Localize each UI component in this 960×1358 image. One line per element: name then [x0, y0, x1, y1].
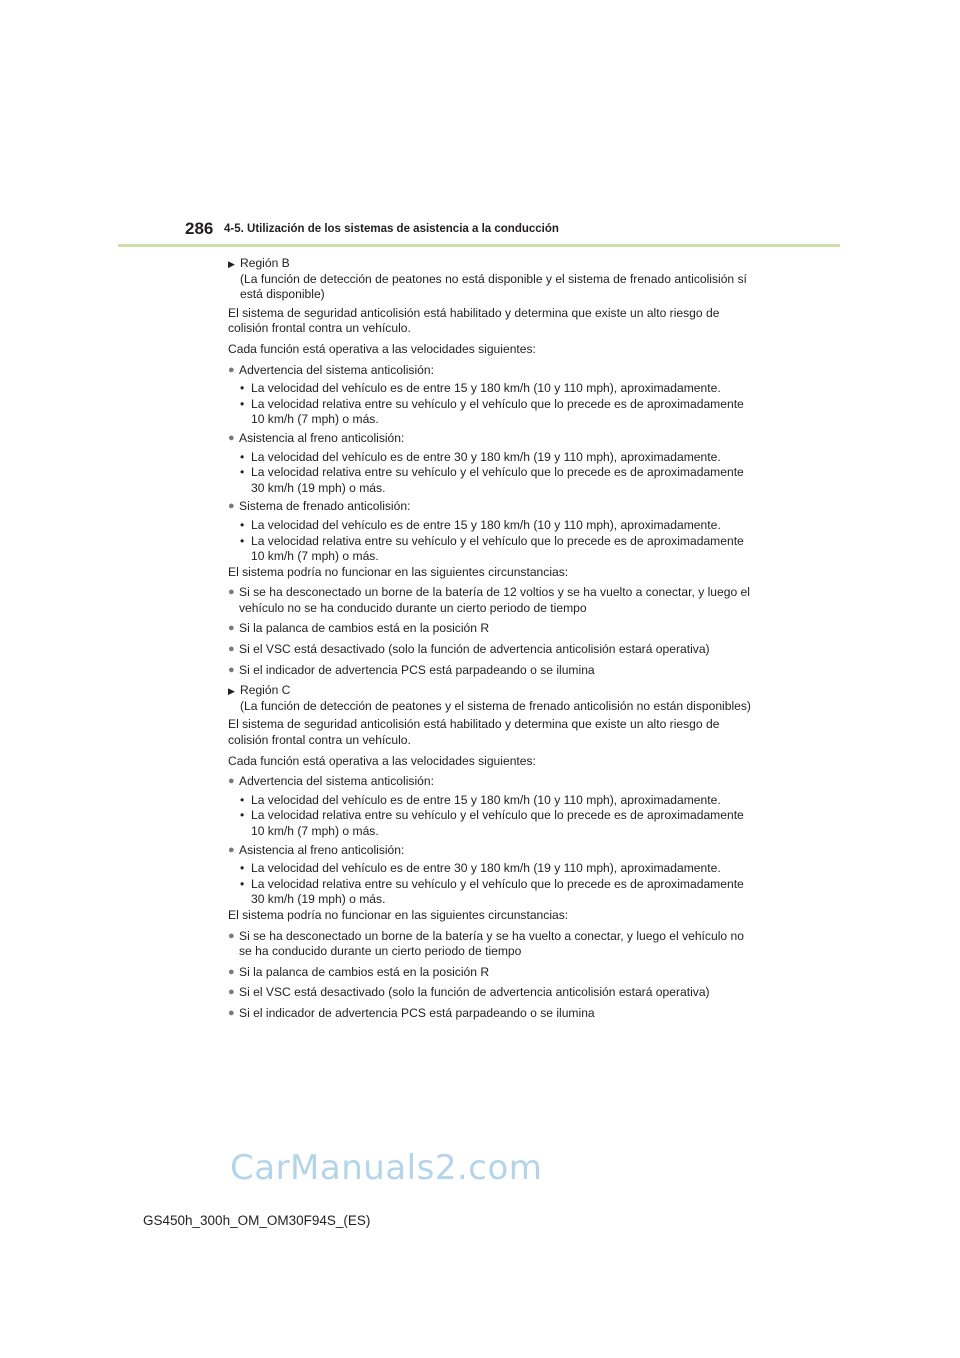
- document-code: GS450h_300h_OM_OM30F94S_(ES): [143, 1213, 371, 1228]
- dot-mark: •: [240, 792, 245, 807]
- triangle-bullet-icon: ▶: [228, 259, 235, 269]
- page-header: [118, 214, 840, 248]
- dot-mark: •: [240, 465, 245, 480]
- condition-text: La velocidad relativa entre su vehículo y el vehículo que lo precede es de aproximadamente 10 km/h (7 mph) o más.: [251, 396, 744, 427]
- bullet-dot-icon: ●: [228, 986, 235, 999]
- function-name: Asistencia al freno anticolisión:: [239, 430, 405, 445]
- bullet-dot-icon: ●: [228, 1006, 235, 1019]
- bullet-dot-icon: ●: [228, 586, 235, 599]
- function-item: [228, 843, 752, 859]
- section-title: 4-5. Utilización de los sistemas de asistencia a la conducción: [224, 223, 559, 235]
- function-name: Advertencia del sistema anticolisión:: [239, 774, 434, 789]
- paragraph: El sistema de seguridad anticolisión está habilitado y determina que existe un alto riesgo de colisión frontal contra un vehículo.: [228, 717, 720, 748]
- dot-mark: •: [240, 808, 245, 823]
- paragraph: El sistema podría no funcionar en las siguientes circunstancias:: [228, 907, 569, 922]
- condition-item: [228, 808, 752, 839]
- bullet-dot-icon: ●: [228, 843, 235, 856]
- circumstance-item: [228, 663, 752, 679]
- circumstance-item: [228, 965, 752, 981]
- dot-mark: •: [240, 533, 245, 548]
- region-note: (La función de detección de peatones no está disponible y el sistema de frenado anticolisión sí está disponible): [240, 271, 747, 302]
- condition-text: La velocidad relativa entre su vehículo y el vehículo que lo precede es de aproximadamente 30 km/h (19 mph) o más.: [251, 876, 744, 907]
- condition-text: La velocidad relativa entre su vehículo y el vehículo que lo precede es de aproximadamente 30 km/h (19 mph) o más.: [251, 465, 744, 495]
- condition-text: La velocidad del vehículo es de entre 15 y 180 km/h (10 y 110 mph), aproximadamente.: [251, 517, 721, 532]
- bullet-dot-icon: ●: [228, 965, 235, 978]
- bullet-dot-icon: ●: [228, 431, 235, 444]
- function-name: Advertencia del sistema anticolisión:: [239, 362, 434, 377]
- condition-item: [228, 534, 752, 565]
- condition-text: La velocidad del vehículo es de entre 30 y 180 km/h (19 y 110 mph), aproximadamente.: [251, 861, 721, 876]
- paragraph: El sistema podría no funcionar en las siguientes circunstancias:: [228, 564, 569, 579]
- circumstance-text: Si el VSC está desactivado (solo la función de advertencia anticolisión estará operativa): [239, 985, 710, 1000]
- function-item: [228, 499, 752, 515]
- dot-mark: •: [240, 517, 245, 532]
- circumstance-text: Si se ha desconectado un borne de la batería de 12 voltios y se ha vuelto a conectar, y luego el vehículo no se ha conducido durante un cierto periodo de tiempo: [239, 585, 750, 615]
- circumstance-item: [228, 1006, 752, 1022]
- speed-conditions: [228, 381, 752, 428]
- circumstance-text: Si la palanca de cambios está en la posición R: [239, 621, 490, 636]
- dot-mark: •: [240, 381, 245, 396]
- condition-item: [228, 861, 752, 877]
- circumstance-text: Si la palanca de cambios está en la posición R: [239, 964, 490, 979]
- region-note: (La función de detección de peatones y el sistema de frenado anticolisión no están disponibles): [240, 698, 751, 713]
- bullet-dot-icon: ●: [228, 500, 235, 513]
- circumstance-text: Si el VSC está desactivado (solo la función de advertencia anticolisión estará operativa): [239, 642, 710, 657]
- condition-item: [228, 877, 752, 908]
- condition-text: La velocidad del vehículo es de entre 15 y 180 km/h (10 y 110 mph), aproximadamente.: [251, 381, 721, 396]
- condition-text: La velocidad del vehículo es de entre 30 y 180 km/h (19 y 110 mph), aproximadamente.: [251, 449, 721, 464]
- function-item: [228, 774, 752, 790]
- page-number: 286: [185, 219, 214, 238]
- function-name: Sistema de frenado anticolisión:: [239, 499, 411, 514]
- region-b-heading: [228, 256, 752, 303]
- speed-conditions: [228, 861, 752, 908]
- paragraph: Cada función está operativa a las velocidades siguientes:: [228, 341, 536, 356]
- paragraph: El sistema de seguridad anticolisión está habilitado y determina que existe un alto riesgo de colisión frontal contra un vehículo.: [228, 305, 720, 336]
- circumstance-item: [228, 621, 752, 637]
- function-item: [228, 363, 752, 379]
- region-title: Región C: [240, 683, 291, 698]
- function-name: Asistencia al freno anticolisión:: [239, 842, 405, 857]
- condition-text: La velocidad del vehículo es de entre 15 y 180 km/h (10 y 110 mph), aproximadamente.: [251, 792, 721, 807]
- dot-mark: •: [240, 449, 245, 464]
- page-content: [228, 256, 752, 1027]
- circumstance-text: Si el indicador de advertencia PCS está parpadeando o se ilumina: [239, 1005, 595, 1020]
- condition-item: [228, 381, 752, 397]
- speed-conditions: [228, 793, 752, 840]
- triangle-bullet-icon: ▶: [228, 686, 235, 697]
- speed-conditions: [228, 450, 752, 497]
- region-title: Región B: [240, 256, 290, 270]
- bullet-dot-icon: ●: [228, 663, 235, 676]
- condition-item: [228, 397, 752, 428]
- speed-conditions: [228, 518, 752, 565]
- circumstance-text: Si el indicador de advertencia PCS está parpadeando o se ilumina: [239, 662, 595, 677]
- circumstance-item: [228, 985, 752, 1001]
- paragraph: Cada función está operativa a las velocidades siguientes:: [228, 753, 536, 768]
- dot-mark: •: [240, 876, 245, 891]
- bullet-dot-icon: ●: [228, 363, 235, 376]
- condition-item: [228, 450, 752, 466]
- condition-item: [228, 518, 752, 534]
- circumstance-item: [228, 585, 752, 616]
- function-item: [228, 431, 752, 447]
- dot-mark: •: [240, 396, 245, 411]
- circumstance-item: [228, 642, 752, 658]
- bullet-dot-icon: ●: [228, 929, 235, 942]
- circumstance-text: Si se ha desconectado un borne de la batería y se ha vuelto a conectar, y luego el vehículo no se ha conducido durante un cierto periodo de tiempo: [239, 928, 744, 959]
- condition-text: La velocidad relativa entre su vehículo y el vehículo que lo precede es de aproximadamente 10 km/h (7 mph) o más.: [251, 533, 744, 564]
- bullet-dot-icon: ●: [228, 622, 235, 635]
- condition-item: [228, 793, 752, 809]
- condition-item: [228, 465, 752, 496]
- region-c-heading: [228, 683, 752, 714]
- header-divider: [118, 244, 840, 247]
- condition-text: La velocidad relativa entre su vehículo y el vehículo que lo precede es de aproximadamente 10 km/h (7 mph) o más.: [251, 808, 744, 838]
- bullet-dot-icon: ●: [228, 775, 235, 788]
- dot-mark: •: [240, 861, 245, 876]
- bullet-dot-icon: ●: [228, 643, 235, 656]
- watermark: CarManuals2.com: [230, 1148, 543, 1188]
- circumstance-item: [228, 929, 752, 960]
